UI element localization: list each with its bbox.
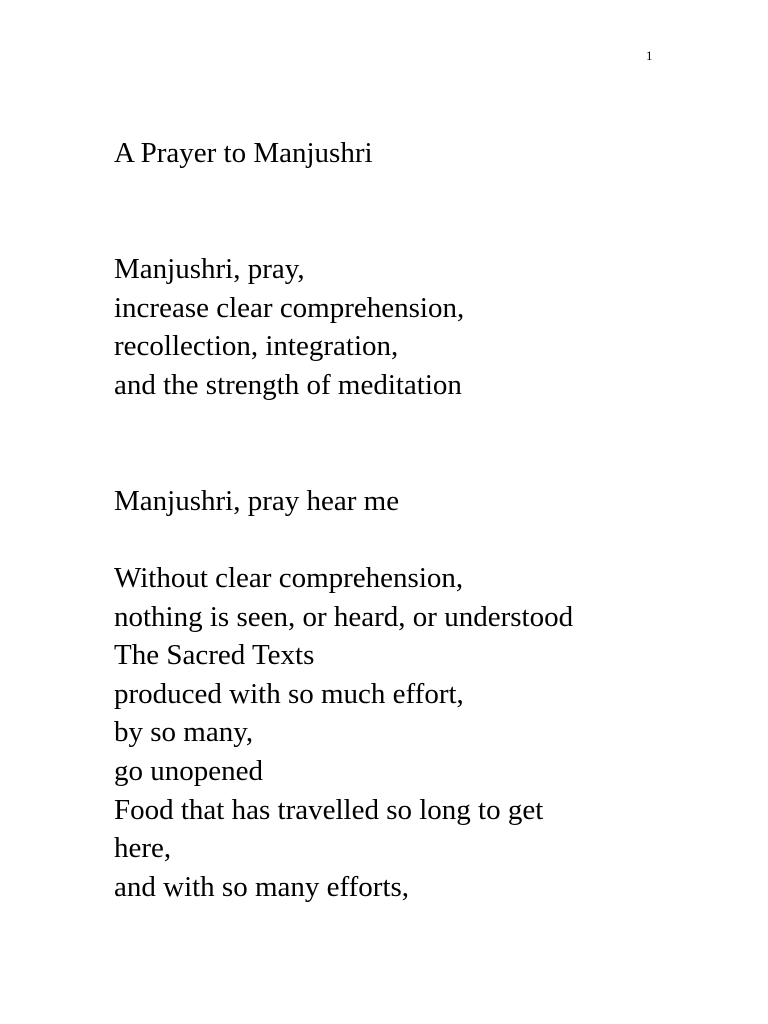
poem-line: Manjushri, pray hear me [114, 485, 400, 517]
page-number: 1 [646, 48, 653, 63]
stanza-1 [114, 250, 464, 404]
poem-line: nothing is seen, or heard, or understood [114, 600, 574, 633]
poem-line: The Sacred Texts [114, 639, 315, 672]
poem-line: Food that has travelled so long to get [114, 793, 544, 826]
poem-line: here, [114, 832, 172, 865]
poem-line: Without clear comprehension, [114, 562, 464, 594]
stanza-2 [114, 482, 399, 521]
poem-line: go unopened [114, 754, 263, 787]
poem-line: Manjushri, pray, [114, 253, 305, 285]
poem-line: and with so many efforts, [114, 870, 410, 903]
poem-title: A Prayer to Manjushri [114, 137, 373, 169]
poem-line: produced with so much effort, [114, 677, 464, 710]
stanza-3 [114, 559, 573, 906]
poem-line: and the strength of meditation [114, 368, 462, 401]
poem-line: increase clear comprehension, [114, 291, 465, 324]
poem-line: recollection, integration, [114, 330, 399, 363]
poem-line: by so many, [114, 716, 254, 749]
